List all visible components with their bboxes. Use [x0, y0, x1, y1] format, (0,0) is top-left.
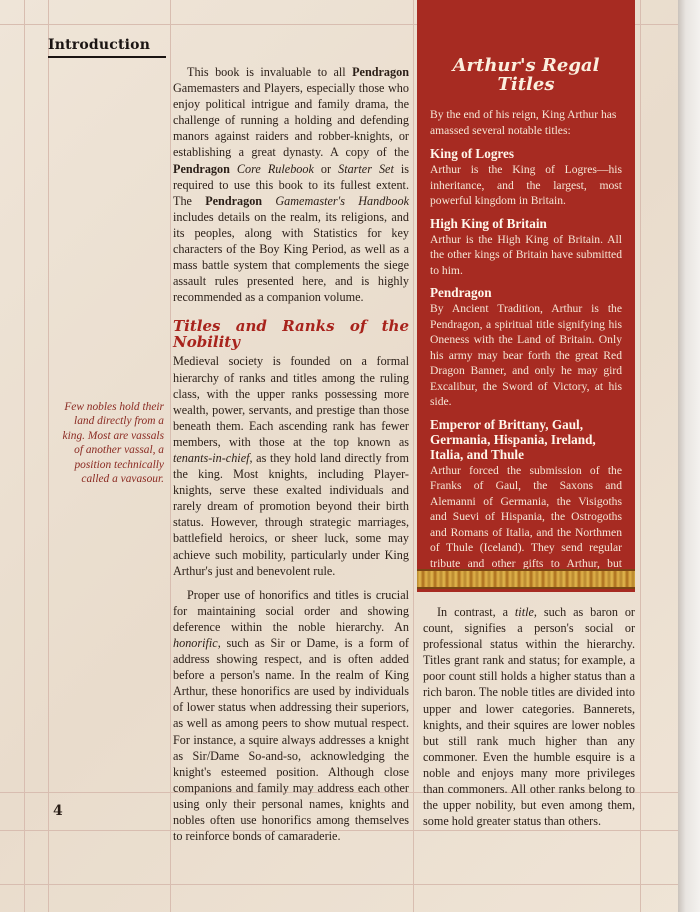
page-edge [678, 0, 700, 912]
grid-line [0, 884, 700, 885]
grid-line [413, 0, 414, 912]
sidebar-entry-heading: High King of Britain [430, 215, 547, 231]
sidebar-title: Arthur's Regal Titles [452, 55, 600, 95]
grid-line [24, 0, 25, 912]
main-column [173, 64, 409, 844]
sidebar-entry-heading: Pendragon [430, 285, 492, 300]
sidebar-box [417, 0, 635, 592]
section-heading: Titles and Ranks of the Nobility [173, 317, 409, 352]
page-number: 4 [53, 803, 63, 819]
sidebar-entry-heading: Emperor of Brittany, Gaul, Germania, Hispania, Ireland, Italia, and Thule [430, 416, 596, 462]
grid-line [48, 0, 49, 912]
right-column [423, 604, 635, 829]
sidebar-entry-text: Arthur is the High King of Britain. All the other kings of Britain have submitted to him. [430, 232, 622, 277]
intro-paragraph: This book is invaluable to all Pendragon Gamemasters and Players, especially those who enjoy political intrigue and family drama, the challenge of running a holding and defending manors against raiders and robber-knights, or establishing a great dynasty. A copy of the Pendragon Core Rulebook or Starter Set is required to use this book to its fullest extent. The Pendragon Gamemaster's Handbook includes details on the realm, its religions, and its peoples, along with Statistics for key characters of the Boy King Period, as well as a mass battle system that complements the siege assault rules presented here, and is highly recommended as a companion volume. [173, 65, 410, 305]
grid-line [170, 0, 171, 912]
sidebar-lead: By the end of his reign, King Arthur has amassed several notable titles: [430, 108, 617, 137]
sidebar-entry-text: Arthur is the King of Logres—his inheritance, and the largest, most powerful kingdom in Britain. [430, 163, 622, 207]
decorative-border [417, 569, 635, 589]
sidebar-entry-text: Arthur forced the submission of the Franks of Gaul, the Saxons and Alemanni of Germania, the Visigoths and Suevi of Hispania, the Ostrogoths and Romans of Italia, and the Northmen of Thule (Iceland). They send regular tribute and other gifts to Arthur, but [430, 463, 622, 570]
running-head-rule [48, 56, 166, 58]
body-paragraph: Proper use of honorifics and titles is crucial for maintaining social order and showing deference within the noble hierarchy. An honorific, such as Sir or Dame, is a form of address showing respect, and is often added before a person's name. In the realm of King Arthur, these honorifics are used by individuals of lower status when addressing their superiors, as well as among peers to show mutual respect. For instance, a squire always addresses a knight as Sir/Dame So-and-so, acknowledging the knight's esteemed position. Although close companions and family may address each other using only their personal names, knights and nobles often use honorifics among themselves to reinforce bonds of camaraderie. [173, 587, 409, 844]
sidebar-entry-heading: King of Logres [430, 146, 515, 161]
running-head: Introduction [48, 37, 151, 53]
body-paragraph: Medieval society is founded on a formal hierarchy of ranks and titles among the ruling class, with the upper ranks possessing more wealth, power, servants, and prestige than those beneath them. Each ascending rank has fewer members, with those at the top known as tenants-in-chief, as they hold land directly from the king. Most knights, including Player-knights, serve these exalted individuals and rarely dream of promotion beyond their birth status. However, through strategic marriages, battlefield heroics, or sheer luck, some may achieve such mobility, particularly under King Arthur's just and benevolent rule. [173, 354, 409, 578]
body-paragraph: In contrast, a title, such as baron or count, signifies a person's social or professional status within the hierarchy. Titles grant rank and status; for example, a poor count still holds a higher status than a rich baron. The noble titles are divided into upper and lower categories. Bannerets, knights, and their squires are lower nobles but still rank much higher than any commoner. Even the humble esquire is a noble and enjoys many more privileges than commoners. All other ranks belong to the upper nobility, but even among them, some hold greater status than others. [423, 605, 635, 829]
grid-line [640, 0, 641, 912]
sidebar-entry-text: By Ancient Tradition, Arthur is the Pendragon, a spiritual title signifying his Oneness with the Land of Britain. Only his army may bear forth the great Red Dragon Banner, and only he may gird Excalibur, the Sword of Victory, at his side. [430, 302, 622, 408]
margin-note: Few nobles hold their land directly from a king. Most are vassals of another vassal, a position technically called a vavasour. [62, 401, 164, 486]
